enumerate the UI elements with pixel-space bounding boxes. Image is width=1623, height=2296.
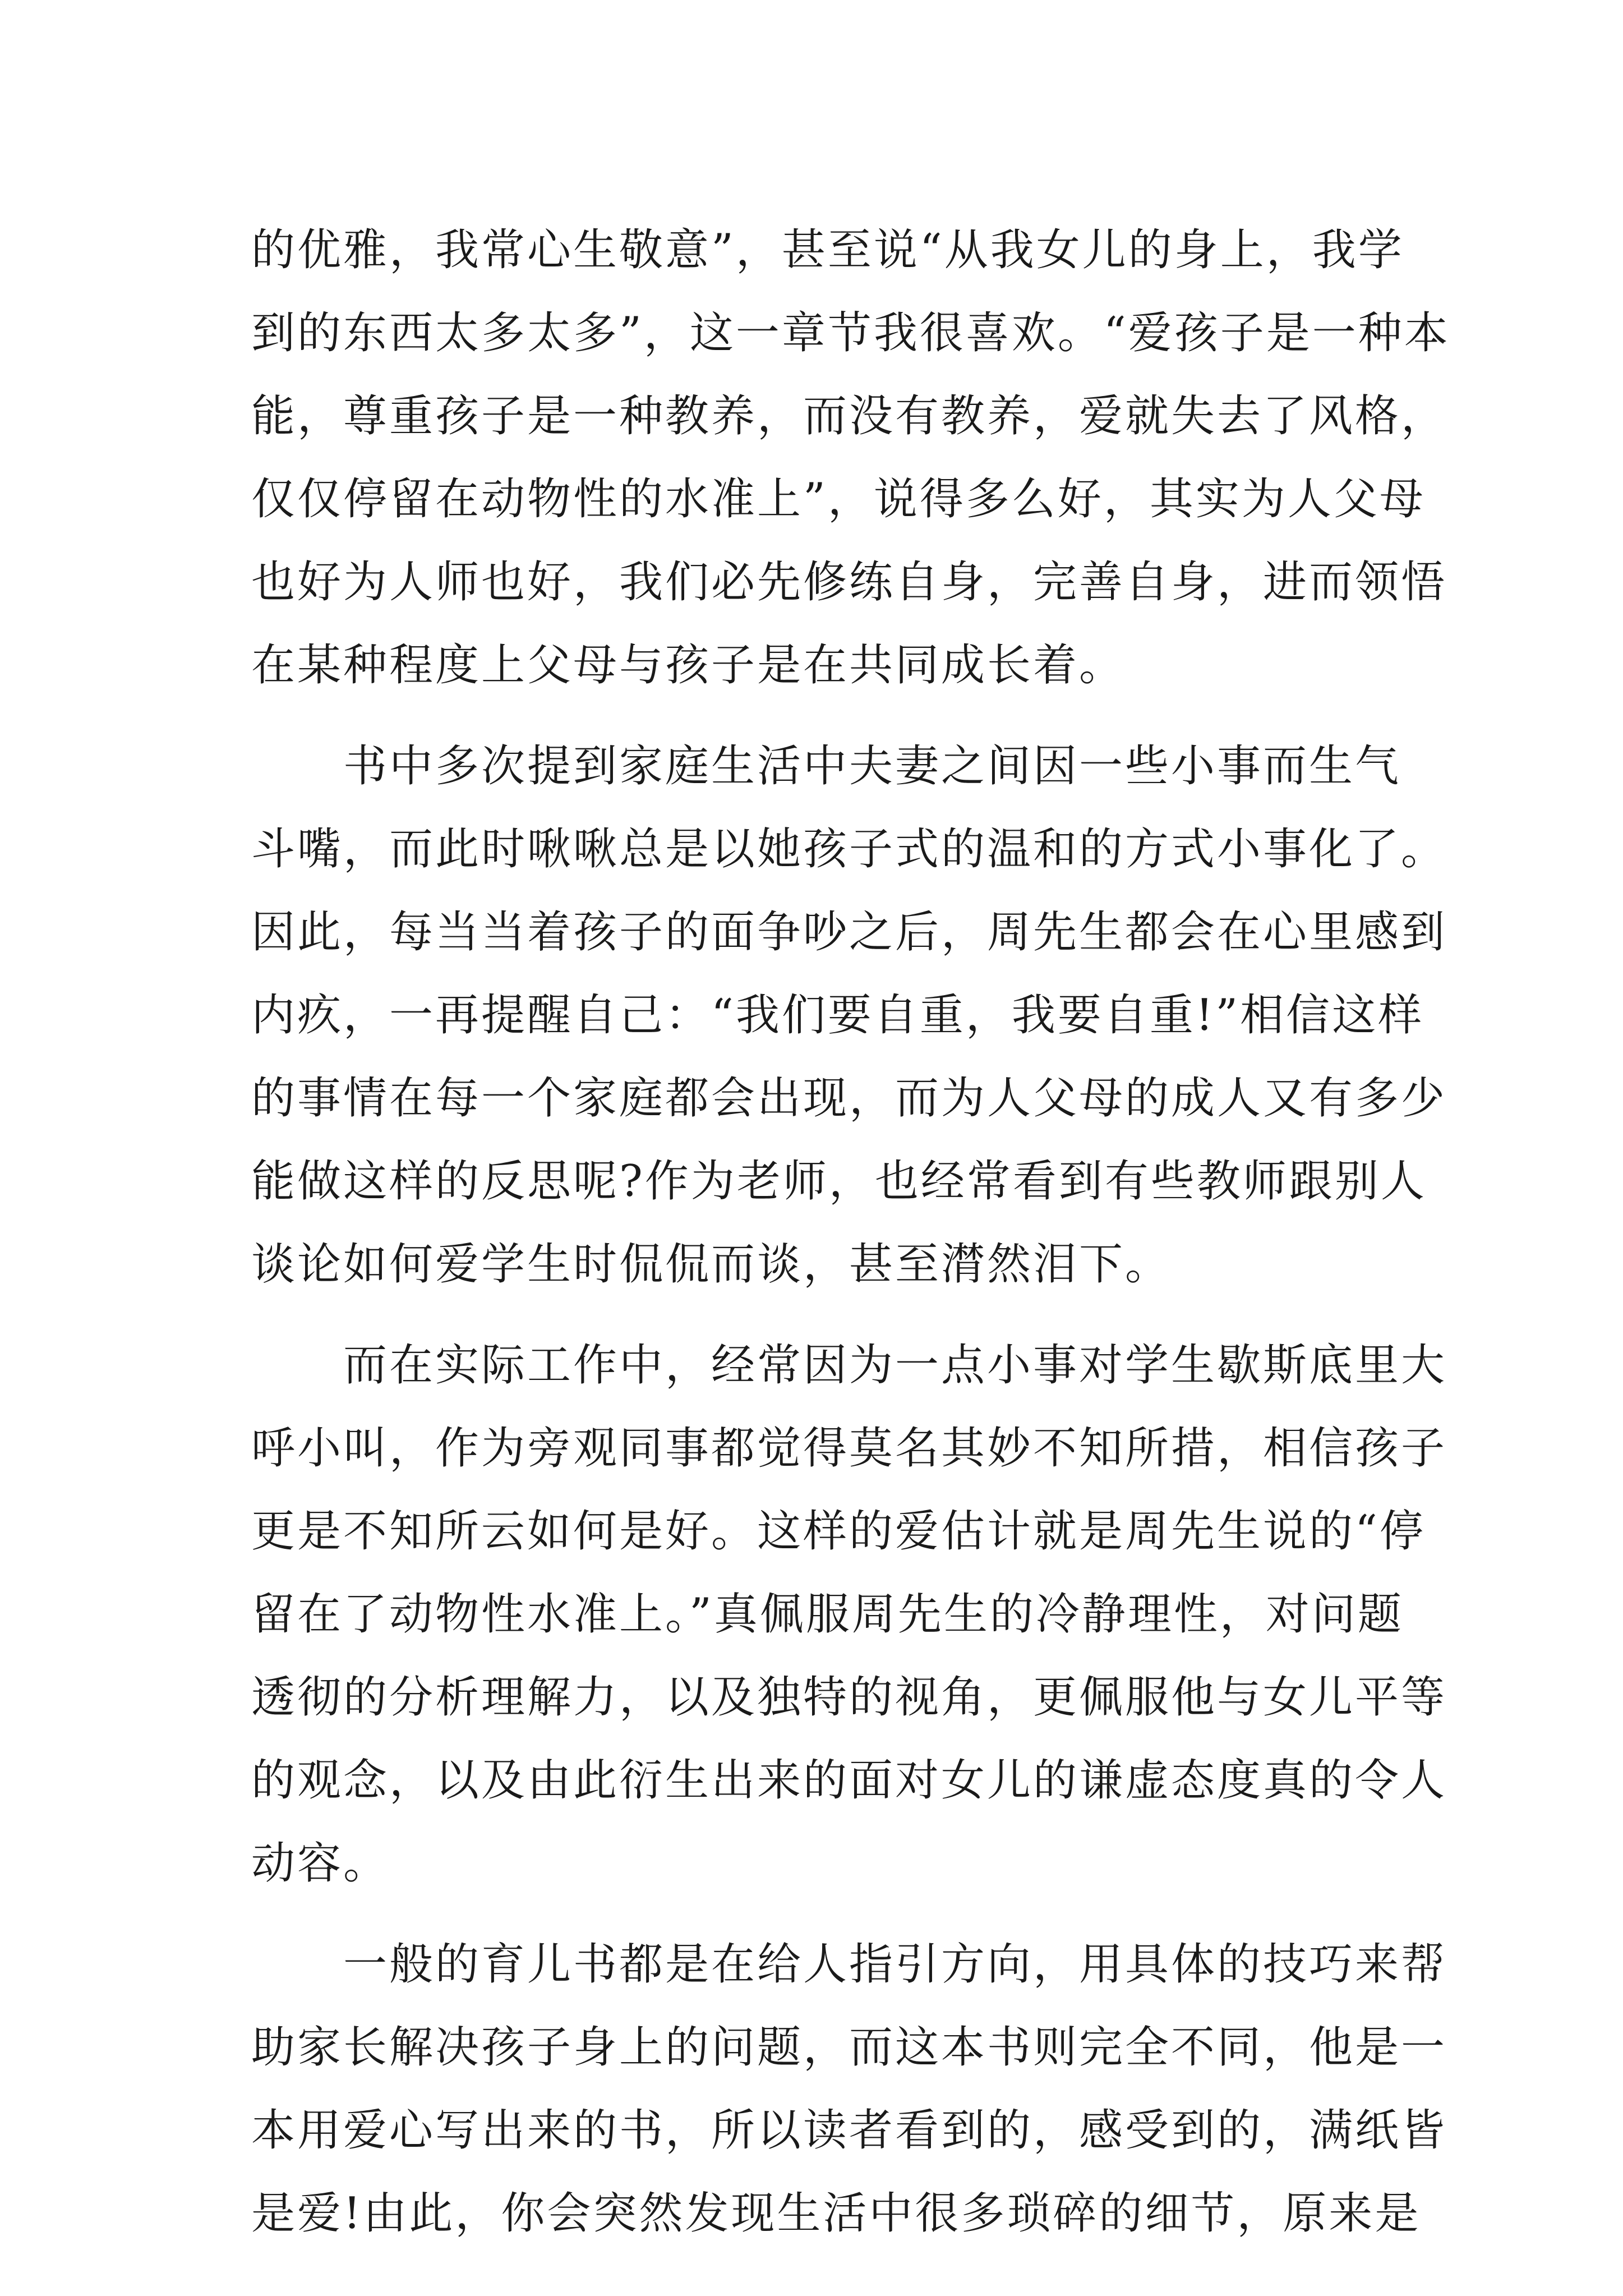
text-line: 更是不知所云如何是好。这样的爱估计就是周先生说的“停	[251, 1506, 1426, 1557]
text-line: 书中多次提到家庭生活中夫妻之间因一些小事而生气	[251, 741, 1401, 792]
text-line: 的观念，以及由此衍生出来的面对女儿的谦虚态度真的令人	[251, 1755, 1447, 1806]
text-line: 而在实际工作中，经常因为一点小事对学生歇斯底里大	[251, 1340, 1447, 1391]
text-line: 的优雅，我常心生敬意”，甚至说“从我女儿的身上，我学	[251, 225, 1404, 275]
body-text	[251, 209, 1450, 2255]
text-line: 透彻的分析理解力，以及独特的视角，更佩服他与女儿平等	[251, 1672, 1447, 1723]
text-line: 留在了动物性水准上。”真佩服周先生的冷静理性，对问题	[251, 1589, 1404, 1640]
text-line: 到的东西太多太多”，这一章节我很喜欢。“爱孩子是一种本	[251, 308, 1450, 358]
paragraph-gap	[251, 1905, 1418, 1923]
text-line: 动容。	[251, 1838, 390, 1889]
text-line: 一般的育儿书都是在给人指引方向，用具体的技巧来帮	[251, 1939, 1447, 1990]
text-line: 斗嘴，而此时啾啾总是以她孩子式的温和的方式小事化了。	[251, 824, 1447, 875]
text-line: 也好为人师也好，我们必先修练自身，完善自身，进而领悟	[251, 557, 1447, 608]
text-line: 呼小叫，作为旁观同事都觉得莫名其妙不知所措，相信孩子	[251, 1423, 1447, 1474]
text-line: 因此，每当当着孩子的面争吵之后，周先生都会在心里感到	[251, 907, 1447, 958]
text-line: 能，尊重孩子是一种教养，而没有教养，爱就失去了风格，	[251, 391, 1447, 441]
text-line: 助家长解决孩子身上的问题，而这本书则完全不同，他是一	[251, 2022, 1447, 2073]
text-line: 是爱!由此，你会突然发现生活中很多琐碎的细节，原来是	[251, 2188, 1421, 2239]
paragraph-gap	[251, 707, 1418, 725]
text-line: 谈论如何爱学生时侃侃而谈，甚至潸然泪下。	[251, 1239, 1172, 1290]
text-line: 在某种程度上父母与孩子是在共同成长着。	[251, 640, 1126, 691]
text-line: 仅仅停留在动物性的水准上”，说得多么好，其实为人父母	[251, 474, 1426, 524]
text-line: 能做这样的反思呢?作为老师，也经常看到有些教师跟别人	[251, 1156, 1427, 1207]
text-line: 的事情在每一个家庭都会出现，而为人父母的成人又有多少	[251, 1073, 1447, 1124]
text-line: 内疚，一再提醒自己：“我们要自重，我要自重!”相信这样	[251, 990, 1424, 1041]
paragraph-gap	[251, 1306, 1418, 1324]
text-line: 本用爱心写出来的书，所以读者看到的，感受到的，满纸皆	[251, 2105, 1447, 2156]
